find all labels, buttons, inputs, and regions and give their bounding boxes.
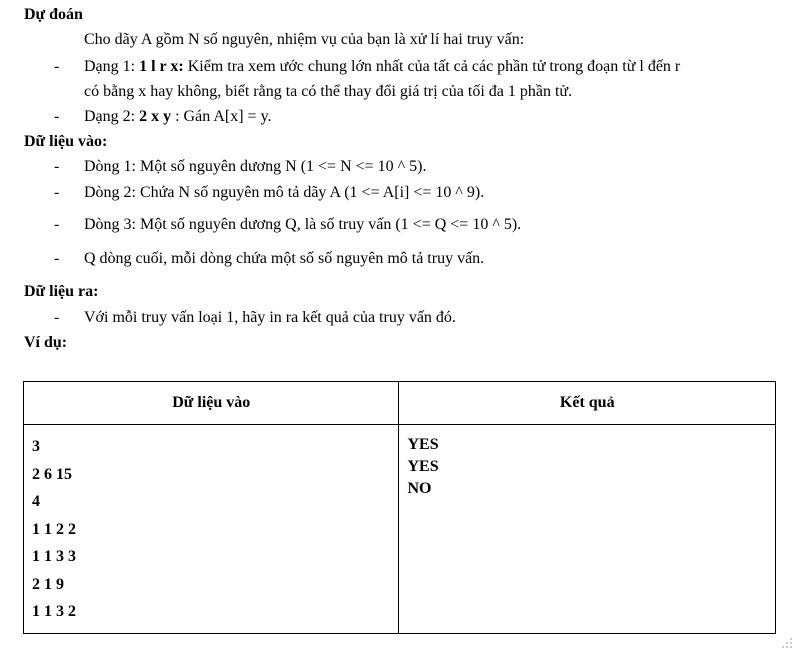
section-title: Dự đoán [24, 6, 83, 23]
input-row: 2 1 9 [32, 575, 64, 593]
query-1-text: Kiểm tra xem ước chung lớn nhất của tất cả các phần tử trong đoạn từ l đến r [183, 58, 681, 75]
input-line: Q dòng cuối, mỗi dòng chứa một số số nguyên mô tả truy vấn. [84, 250, 485, 267]
output-row: YES [407, 436, 439, 453]
output-row: NO [407, 480, 432, 497]
bullet-dash: - [54, 309, 60, 326]
output-title: Dữ liệu ra: [24, 283, 99, 300]
input-line: Dòng 1: Một số nguyên dương N (1 <= N <= 10 ^ 5). [84, 158, 427, 175]
input-row: 3 [32, 438, 40, 455]
input-title: Dữ liệu vào: [24, 133, 108, 150]
example-input-cell [24, 425, 399, 634]
table-header-input: Dữ liệu vào [24, 382, 399, 425]
input-row: 2 6 15 [32, 465, 72, 483]
input-row: 1 1 3 2 [32, 603, 76, 620]
output-line: Với mỗi truy vấn loại 1, hãy in ra kết quả của truy vấn đó. [84, 309, 456, 326]
input-row: 1 1 3 3 [32, 548, 76, 565]
bullet-dash: - [54, 158, 60, 175]
intro-text: Cho dãy A gồm N số nguyên, nhiệm vụ của bạn là xử lí hai truy vấn: [84, 31, 525, 48]
input-line: Dòng 3: Một số nguyên dương Q, là số truy vấn (1 <= Q <= 10 ^ 5). [84, 216, 522, 233]
bullet-dash: - [54, 58, 60, 75]
query-2-prefix: Dạng 2: [84, 108, 140, 125]
table-header-output: Kết quả [399, 382, 776, 425]
example-output-cell [399, 425, 776, 634]
input-line: Dòng 2: Chứa N số nguyên mô tả dãy A (1 <= A[i] <= 10 ^ 9). [84, 184, 485, 201]
query-type-1 [84, 58, 680, 76]
query-1-continuation: có bằng x hay không, biết rằng ta có thể thay đổi giá trị của tối đa 1 phần tử. [84, 83, 573, 100]
input-row: 4 [32, 493, 40, 510]
example-title: Ví dụ: [24, 334, 68, 351]
bullet-dash: - [54, 184, 60, 201]
example-table [23, 381, 776, 634]
bullet-dash: - [54, 108, 60, 125]
table-row [24, 425, 776, 634]
resize-grip-icon[interactable] [782, 638, 794, 650]
table-header-row [24, 382, 776, 425]
bullet-dash: - [54, 250, 60, 267]
query-1-syntax: 1 l r x: [139, 58, 184, 75]
input-row: 1 1 2 2 [32, 520, 76, 538]
query-2-text: : Gán A[x] = y. [171, 108, 272, 125]
query-type-2 [84, 108, 272, 126]
bullet-dash: - [54, 216, 60, 233]
query-1-prefix: Dạng 1: [84, 58, 140, 75]
output-row: YES [407, 458, 439, 475]
query-2-syntax: 2 x y [139, 108, 172, 125]
